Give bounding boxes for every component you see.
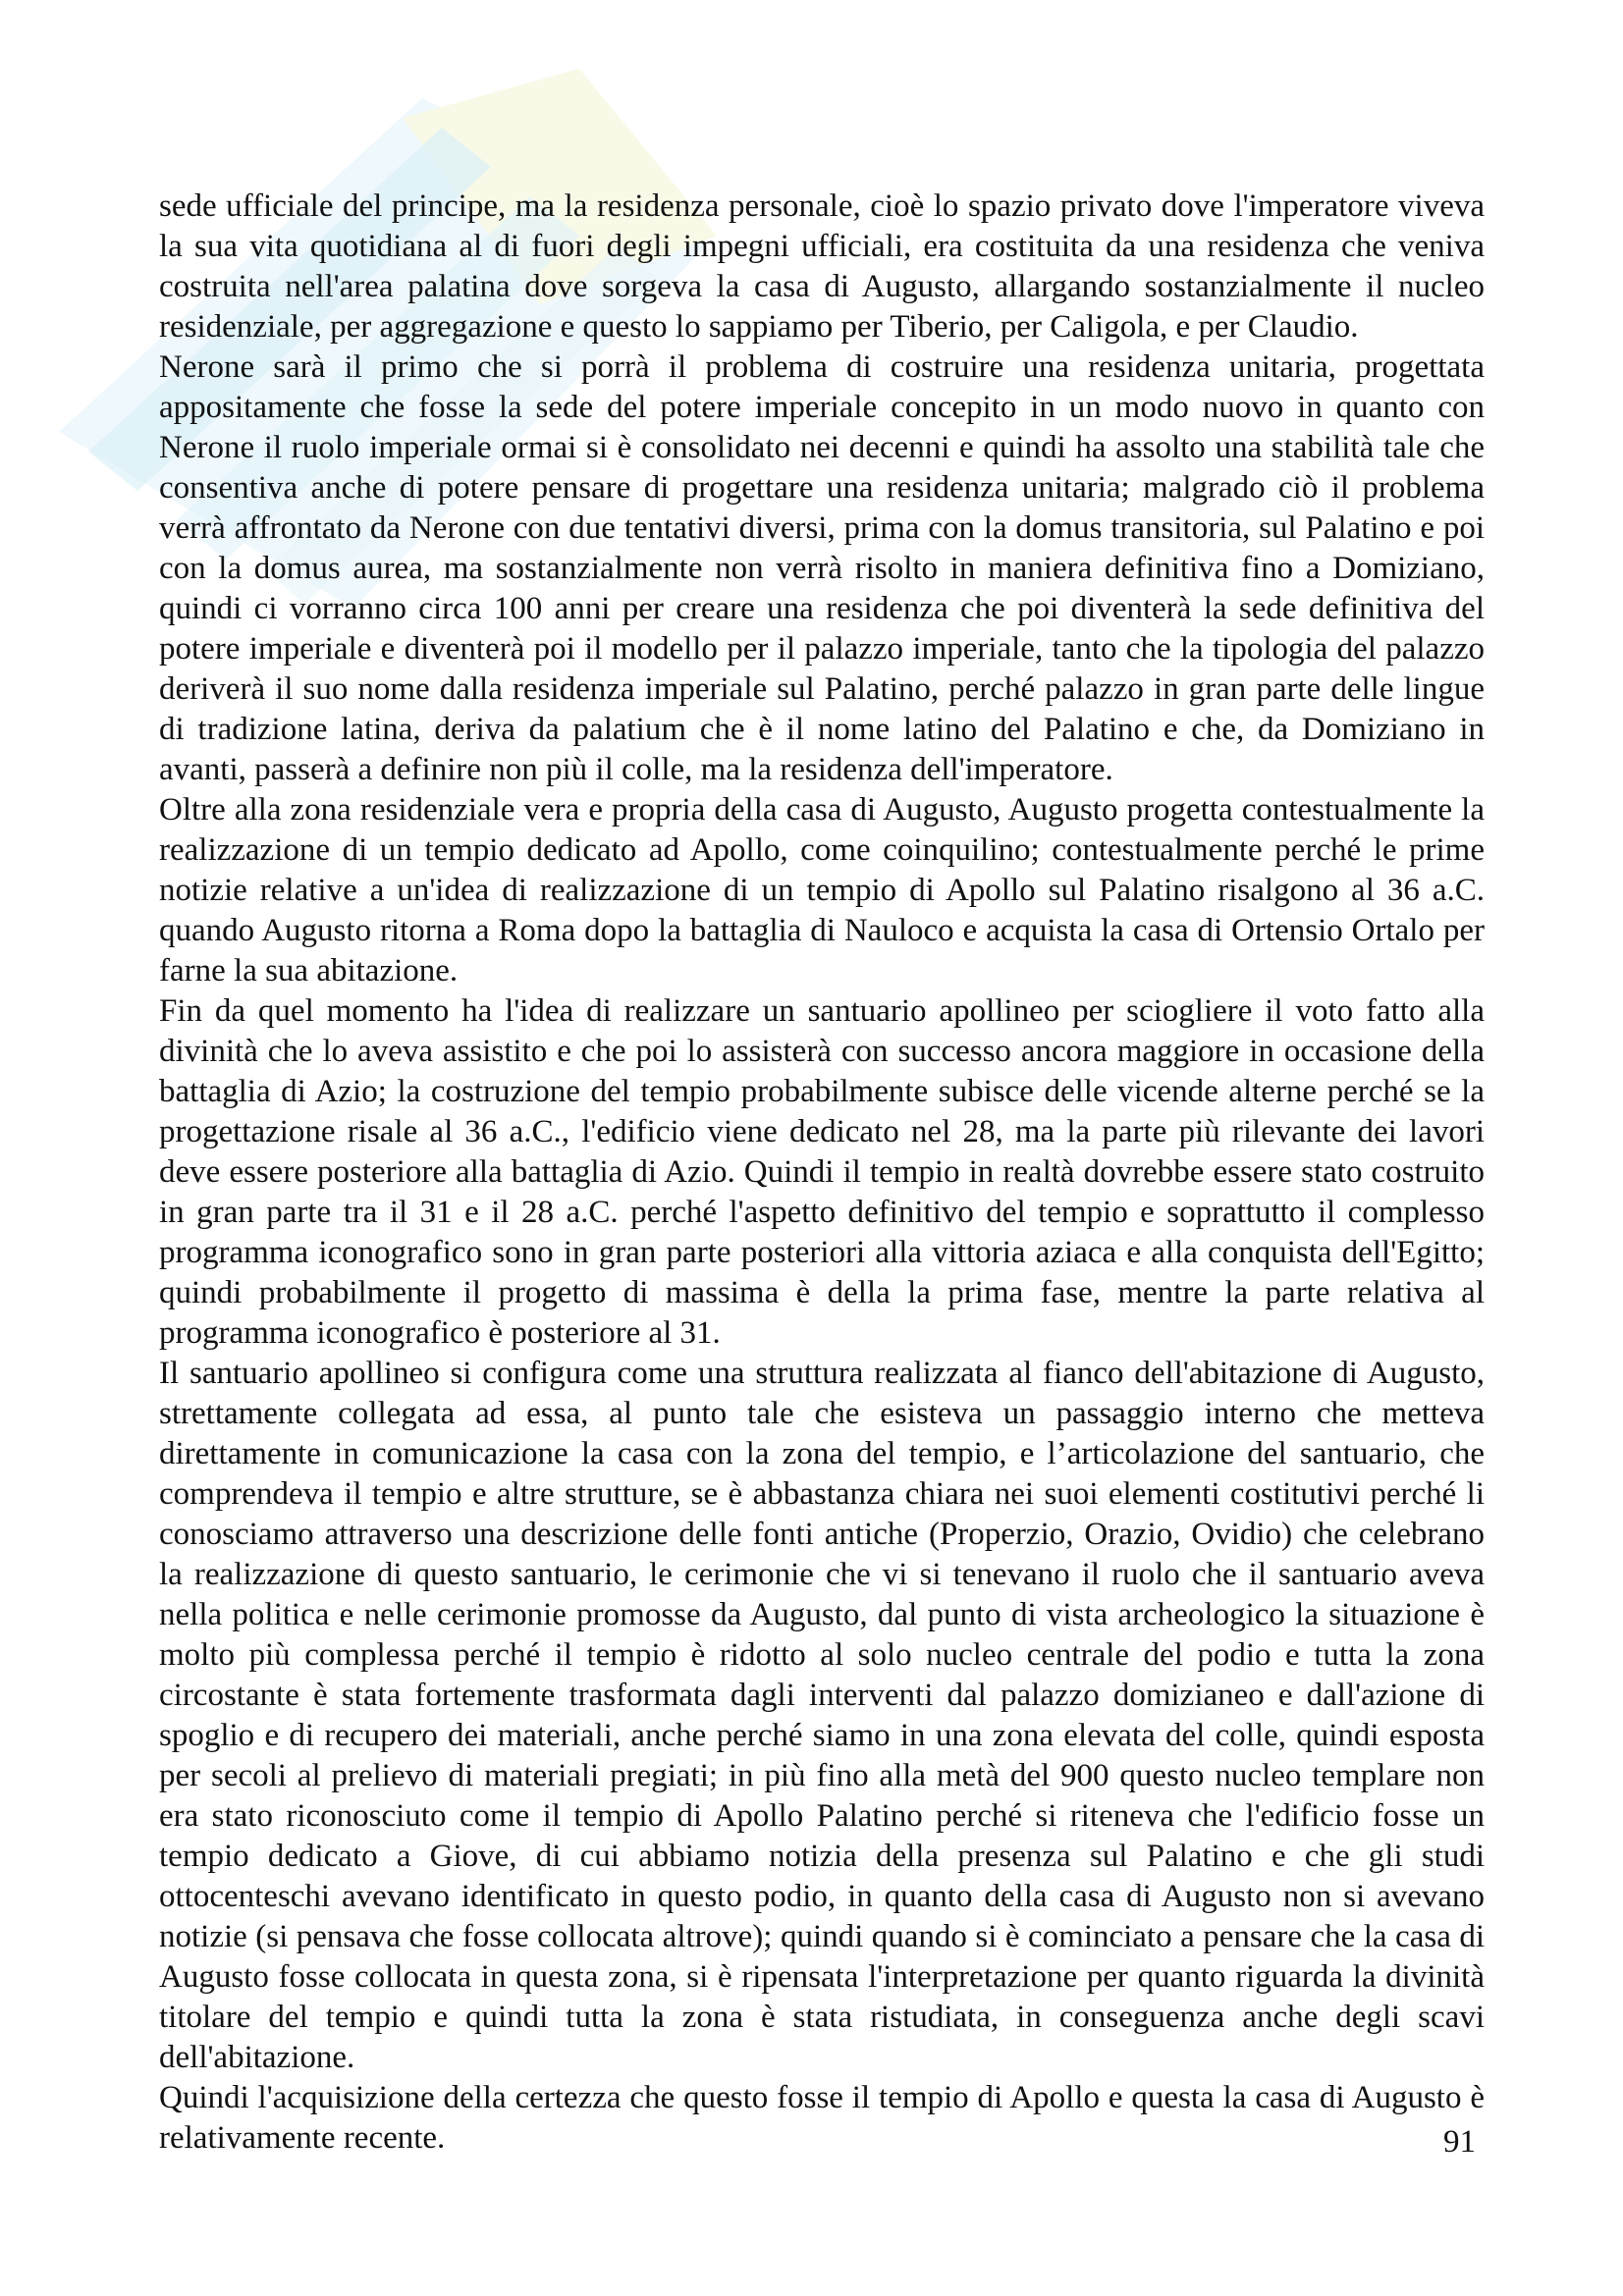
- paragraph-4: Fin da quel momento ha l'idea di realizzare un santuario apollineo per sciogliere il voto fatto alla divinità che lo aveva assistito e che poi lo assisterà con successo ancora maggiore in occasione della battaglia di Azio; la costruzione del tempio probabilmente subisce delle vicende alterne perché se la progettazione risale al 36 a.C., l'edificio viene dedicato nel 28, ma la parte più rilevante dei lavori deve essere posteriore alla battaglia di Azio. Quindi il tempio in realtà dovrebbe essere stato costruito in gran parte tra il 31 e il 28 a.C. perché l'aspetto definitivo del tempio e soprattutto il complesso programma iconografico sono in gran parte posteriori alla vittoria aziaca e alla conquista dell'Egitto; quindi probabilmente il progetto di massima è della la prima fase, mentre la parte relativa al programma iconografico è posteriore al 31.: [159, 993, 1485, 1351]
- page-number: 91: [1443, 2124, 1476, 2160]
- paragraph-1: sede ufficiale del principe, ma la residenza personale, cioè lo spazio privato dove l'imperatore viveva la sua vita quotidiana al di fuori degli impegni ufficiali, era costituita da una residenza che veniva costruita nell'area palatina dove sorgeva la casa di Augusto, allargando sostanzialmente il nucleo residenziale, per aggregazione e questo lo sappiamo per Tiberio, per Caligola, e per Claudio.: [159, 188, 1485, 345]
- paragraph-5: Il santuario apollineo si configura come una struttura realizzata al fianco dell'abitazione di Augusto, strettamente collegata ad essa, al punto tale che esisteva un passaggio interno che metteva direttamente in comunicazione la casa con la zona del tempio, e l’articolazione del santuario, che comprendeva il tempio e altre strutture, se è abbastanza chiara nei suoi elementi costitutivi perché li conosciamo attraverso una descrizione delle fonti antiche (Properzio, Orazio, Ovidio) che celebrano la realizzazione di questo santuario, le cerimonie che vi si tenevano il ruolo che il santuario aveva nella politica e nelle cerimonie promosse da Augusto, dal punto di vista archeologico la situazione è molto più complessa perché il tempio è ridotto al solo nucleo centrale del podio e tutta la zona circostante è stata fortemente trasformata dagli interventi dal palazzo domizianeo e dall'azione di spoglio e di recupero dei materiali, anche perché siamo in una zona elevata del colle, quindi esposta per secoli al prelievo di materiali pregiati; in più fino alla metà del 900 questo nucleo templare non era stato riconosciuto come il tempio di Apollo Palatino perché si riteneva che l'edificio fosse un tempio dedicato a Giove, di cui abbiamo notizia della presenza sul Palatino e che gli studi ottocenteschi avevano identificato in questo podio, in quanto della casa di Augusto non si avevano notizie (si pensava che fosse collocata altrove); quindi quando si è cominciato a pensare che la casa di Augusto fosse collocata in questa zona, si è ripensata l'interpretazione per quanto riguarda la divinità titolare del tempio e quindi tutta la zona è stata ristudiata, in conseguenza anche degli scavi dell'abitazione.: [159, 1356, 1485, 2075]
- paragraph-6: Quindi l'acquisizione della certezza che questo fosse il tempio di Apollo e questa la casa di Augusto è relativamente recente.: [159, 2080, 1485, 2156]
- document-body: [159, 187, 1485, 2159]
- paragraph-3: Oltre alla zona residenziale vera e propria della casa di Augusto, Augusto progetta contestualmente la realizzazione di un tempio dedicato ad Apollo, come coinquilino; contestualmente perché le prime notizie relative a un'idea di realizzazione di un tempio di Apollo sul Palatino risalgono al 36 a.C. quando Augusto ritorna a Roma dopo la battaglia di Nauloco e acquista la casa di Ortensio Ortalo per farne la sua abitazione.: [159, 792, 1485, 988]
- paragraph-2: Nerone sarà il primo che si porrà il problema di costruire una residenza unitaria, progettata appositamente che fosse la sede del potere imperiale concepito in un modo nuovo in quanto con Nerone il ruolo imperiale ormai si è consolidato nei decenni e quindi ha assolto una stabilità tale che consentiva anche di potere pensare di progettare una residenza unitaria; malgrado ciò il problema verrà affrontato da Nerone con due tentativi diversi, prima con la domus transitoria, sul Palatino e poi con la domus aurea, ma sostanzialmente non verrà risolto in maniera definitiva fino a Domiziano, quindi ci vorranno circa 100 anni per creare una residenza che poi diventerà la sede definitiva del potere imperiale e diventerà poi il modello per il palazzo imperiale, tanto che la tipologia del palazzo deriverà il suo nome dalla residenza imperiale sul Palatino, perché palazzo in gran parte delle lingue di tradizione latina, deriva da palatium che è il nome latino del Palatino e che, da Domiziano in avanti, passerà a definire non più il colle, ma la residenza dell'imperatore.: [159, 349, 1485, 787]
